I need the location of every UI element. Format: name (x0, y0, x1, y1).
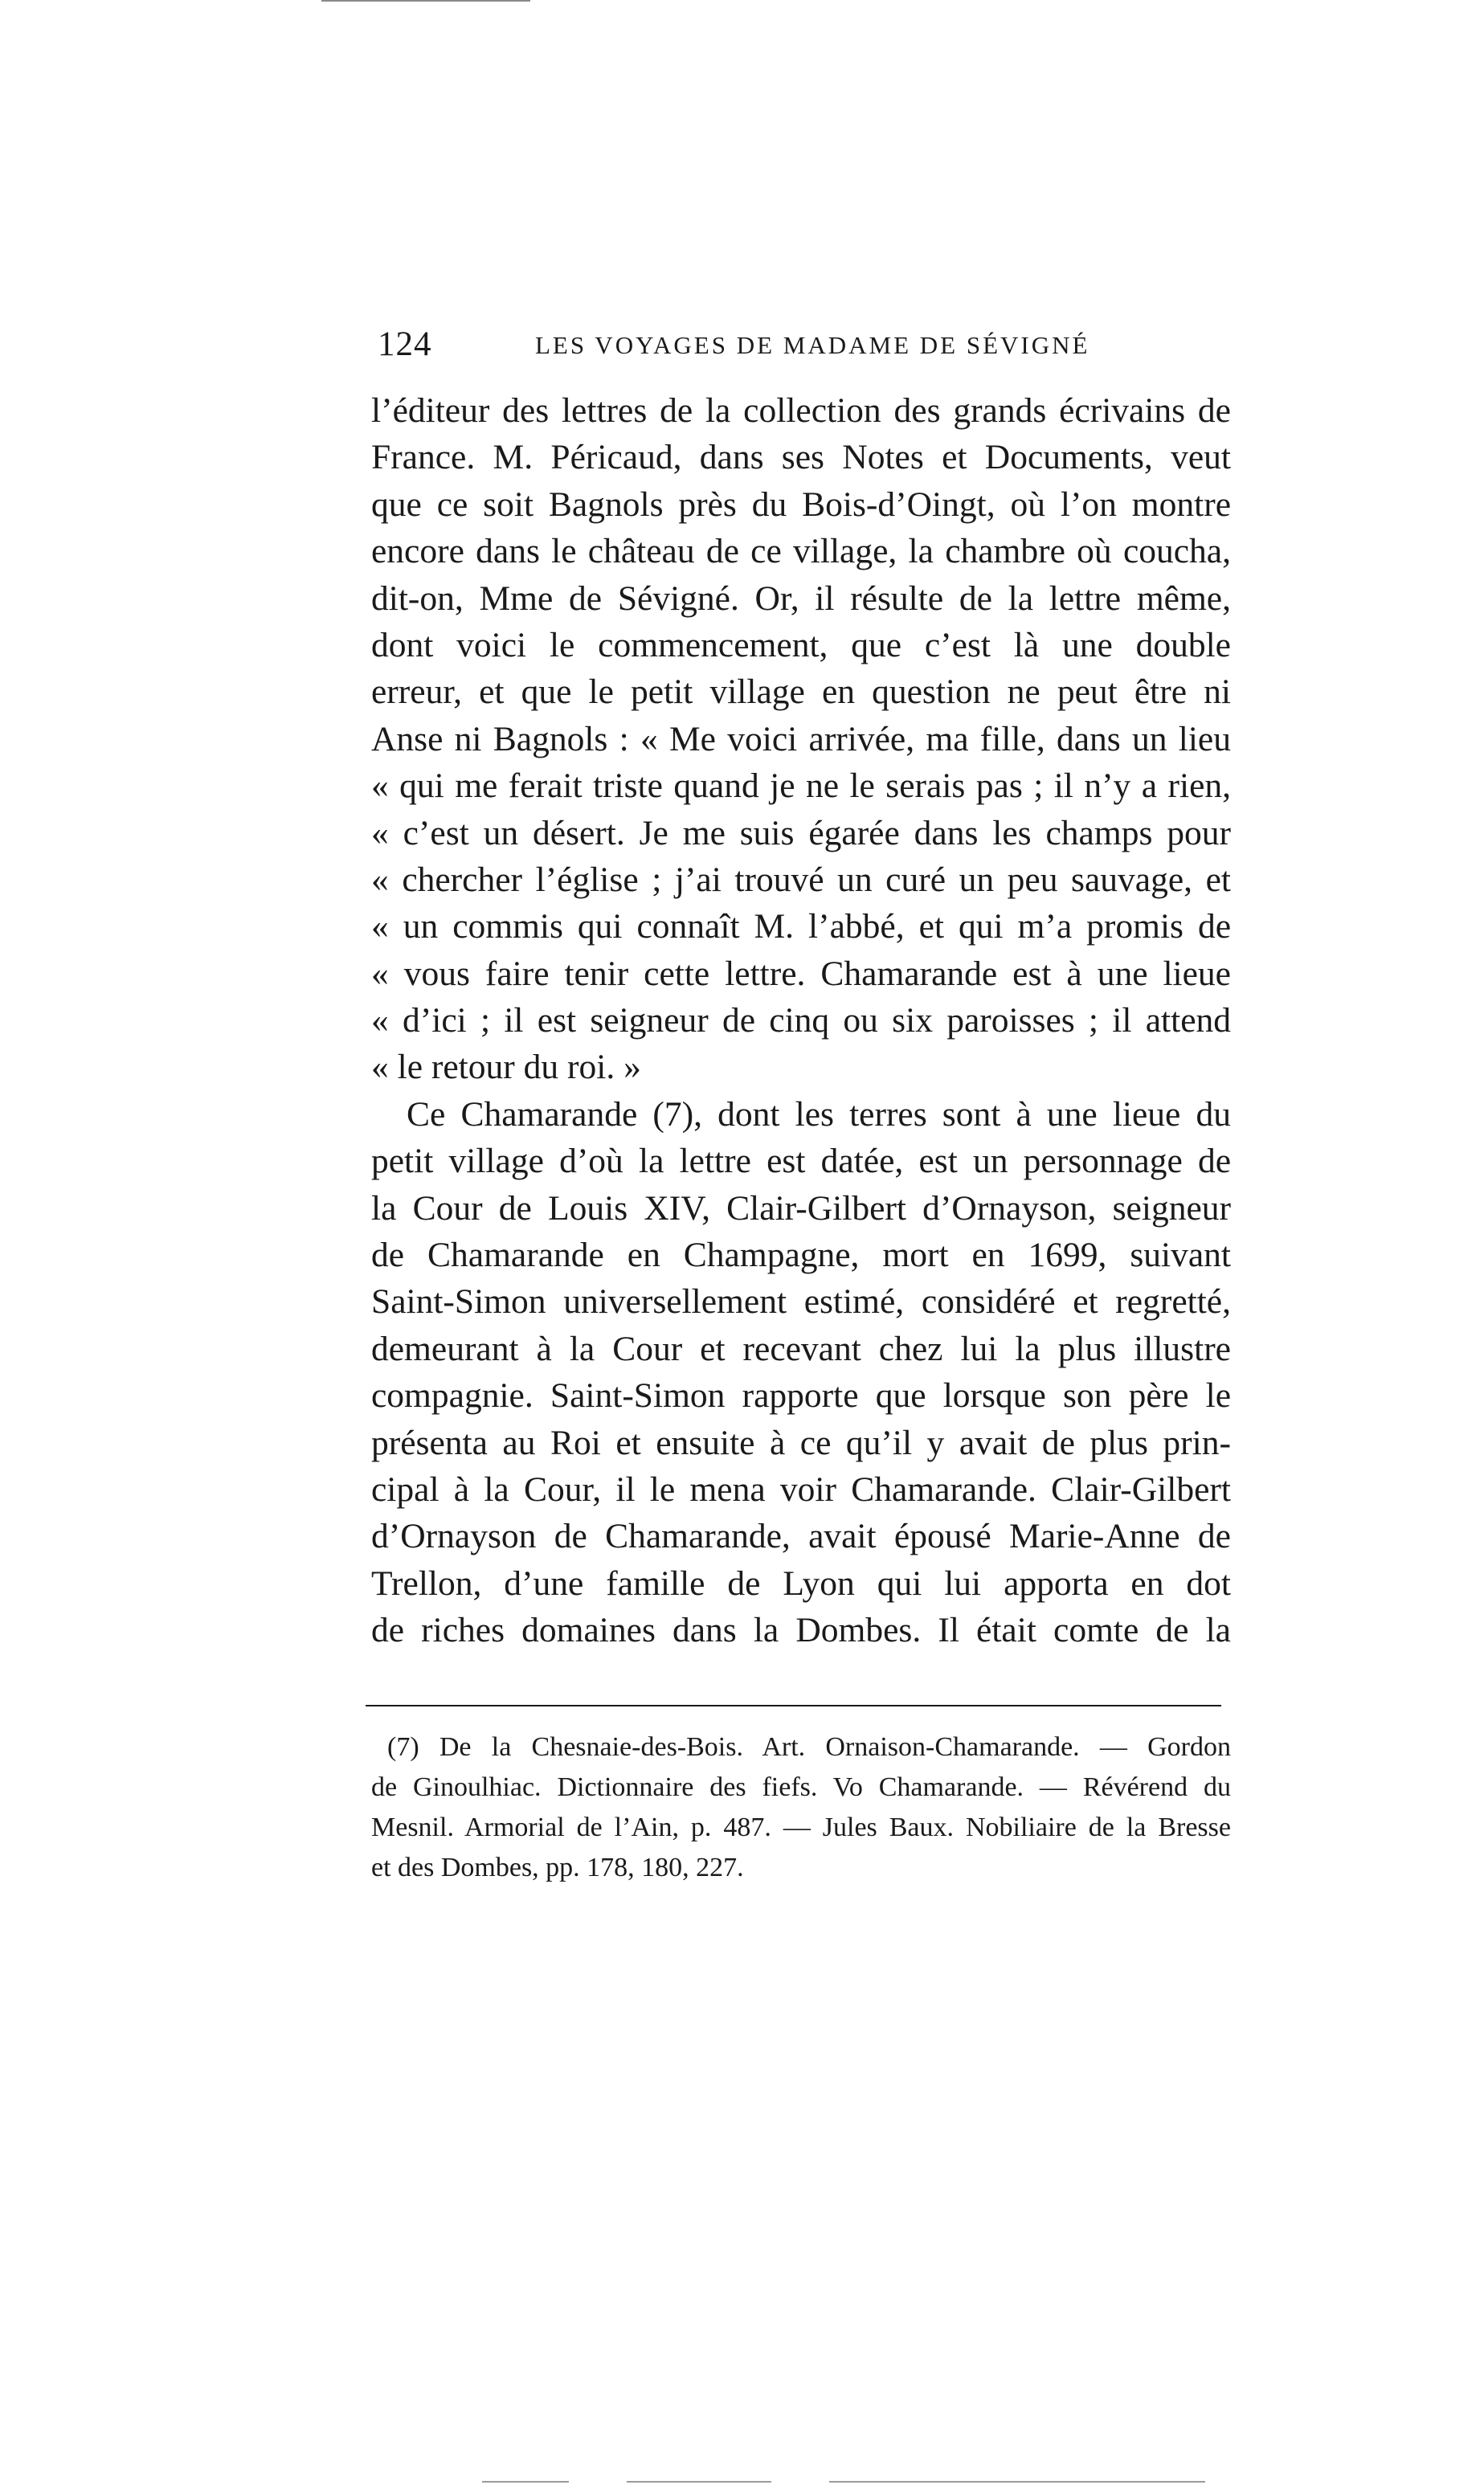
text-line: l’éditeur des lettres de la collection des grands écrivains de (371, 391, 1231, 430)
text-line: « qui me ferait triste quand je ne le serais pas ; il n’y a rien, (371, 766, 1231, 806)
text-line: erreur, et que le petit village en question ne peut être ni (371, 672, 1231, 712)
footnote-line: et des Dombes, pp. 178, 180, 227. (371, 1853, 744, 1882)
text-line: encore dans le château de ce village, la chambre où coucha, (371, 532, 1231, 571)
running-title: LES VOYAGES DE MADAME DE SÉVIGNÉ (535, 331, 1090, 359)
page-number: 124 (378, 325, 432, 363)
footnote-line: de Ginoulhiac. Dictionnaire des fiefs. Vo Chamarande. — Révérend du (371, 1772, 1231, 1802)
text-line: Ce Chamarande (7), dont les terres sont à une lieue du (407, 1094, 1231, 1134)
text-line: la Cour de Louis XIV, Clair-Gilbert d’Ornayson, seigneur (371, 1188, 1231, 1228)
text-line: d’Ornayson de Chamarande, avait épousé Marie-Anne de (371, 1517, 1231, 1556)
text-line: demeurant à la Cour et recevant chez lui la plus illustre (371, 1329, 1231, 1368)
text-line: dont voici le commencement, que c’est là une double (371, 625, 1231, 664)
text-line: « d’ici ; il est seigneur de cinq ou six paroisses ; il attend (371, 1001, 1231, 1040)
text-line: petit village d’où la lettre est datée, est un personnage de (371, 1142, 1231, 1181)
text-line: de Chamarande en Champagne, mort en 1699, suivant (371, 1236, 1231, 1275)
running-head (378, 325, 1245, 373)
text-line: Saint-Simon universellement estimé, considéré et regretté, (371, 1282, 1231, 1322)
footnotes (371, 1727, 1231, 1888)
text-line: Anse ni Bagnols : « Me voici arrivée, ma fille, dans un lieu (371, 719, 1231, 758)
body-text (371, 387, 1231, 1654)
text-line: « un commis qui connaît M. l’abbé, et qui m’a promis de (371, 907, 1231, 946)
text-line: que ce soit Bagnols près du Bois-d’Oingt, où l’on montre (371, 484, 1231, 524)
footnote-rule (366, 1705, 1221, 1706)
text-line: de riches domaines dans la Dombes. Il était comte de la (371, 1611, 1231, 1650)
text-line: « vous faire tenir cette lettre. Chamarande est à une lieue (371, 954, 1231, 993)
text-line: France. M. Péricaud, dans ses Notes et Documents, veut (371, 438, 1231, 477)
text-line: « c’est un désert. Je me suis égarée dans les champs pour (371, 813, 1231, 852)
text-line: « le retour du roi. » (371, 1048, 641, 1087)
footnote-line: (7) De la Chesnaie-des-Bois. Art. Ornaison-Chamarande. — Gordon (387, 1732, 1231, 1762)
footnote-line: Mesnil. Armorial de l’Ain, p. 487. — Jules Baux. Nobiliaire de la Bresse (371, 1813, 1231, 1842)
text-line: compagnie. Saint-Simon rapporte que lorsque son père le (371, 1376, 1231, 1416)
scan-edge-mark (321, 0, 530, 2)
text-line: présenta au Roi et ensuite à ce qu’il y avait de plus prin- (371, 1423, 1231, 1462)
text-line: dit-on, Mme de Sévigné. Or, il résulte de la lettre même, (371, 578, 1231, 618)
scan-edge-mark (482, 2481, 1205, 2483)
text-line: cipal à la Cour, il le mena voir Chamarande. Clair-Gilbert (371, 1469, 1231, 1509)
text-line: « chercher l’église ; j’ai trouvé un curé un peu sauvage, et (371, 860, 1231, 899)
text-line: Trellon, d’une famille de Lyon qui lui apporta en dot (371, 1563, 1231, 1603)
